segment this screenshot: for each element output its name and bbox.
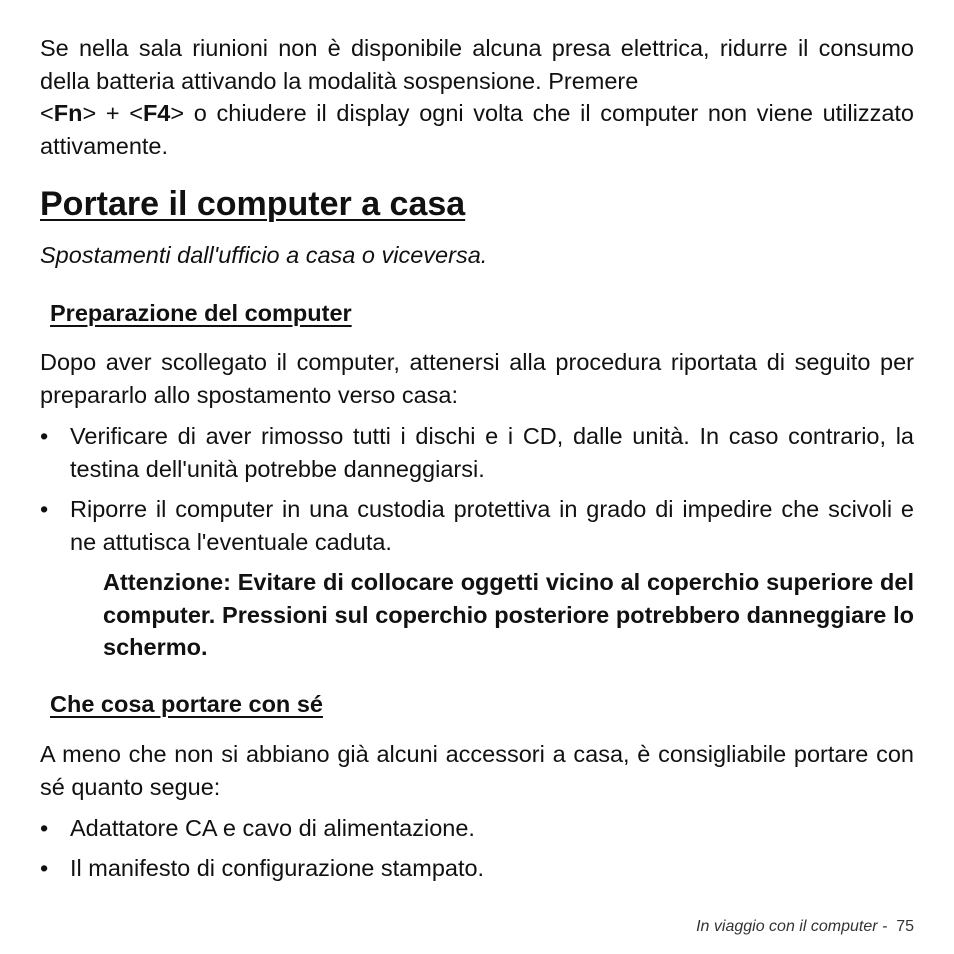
list-item-text: Riporre il computer in una custodia protettiva in grado di impedire che scivoli e ne attutisca l'eventuale caduta.: [70, 496, 914, 555]
list-item-text: Adattatore CA e cavo di alimentazione.: [70, 815, 475, 841]
bullet-marker: •: [40, 496, 49, 522]
section-subtitle: Spostamenti dall'ufficio a casa o viceversa.: [40, 242, 488, 268]
list-item-text: Verificare di aver rimosso tutti i dischi e i CD, dalle unità. In caso contrario, la testina dell'unità potrebbe danneggiarsi.: [70, 423, 914, 482]
intro-text: Se nella sala riunioni non è disponibile alcuna presa elettrica, ridurre il consumo della batteria attivando la modalità sospensione. Premere: [40, 35, 914, 94]
bring-list: [40, 812, 914, 891]
preparation-paragraph: Dopo aver scollegato il computer, attenersi alla procedura riportata di seguito per prepararlo allo spostamento verso casa:: [40, 349, 914, 408]
list-item: [40, 852, 914, 885]
intro-paragraph: [40, 32, 914, 162]
footer-title: In viaggio con il computer -: [696, 918, 888, 935]
list-item: [40, 420, 914, 485]
section-title: Portare il computer a casa: [40, 185, 466, 223]
list-item: [40, 493, 914, 558]
list-item-text: Il manifesto di configurazione stampato.: [70, 854, 485, 881]
heading-preparation: Preparazione del computer: [50, 300, 352, 326]
intro-lt: <: [40, 100, 54, 126]
intro-rest: > o chiudere il display ogni volta che il computer non viene utilizzato attivamente.: [40, 100, 914, 159]
list-item: [40, 812, 914, 845]
key-f4: F4: [142, 100, 171, 126]
bullet-marker: •: [40, 423, 49, 449]
heading-what-to-bring: Che cosa portare con sé: [50, 691, 323, 717]
bullet-marker: •: [40, 815, 49, 841]
page-number: 75: [896, 918, 914, 935]
intro-plus: > + <: [82, 100, 143, 126]
bring-paragraph: A meno che non si abbiano già alcuni accessori a casa, è consigliabile portare con sé quanto segue:: [40, 741, 914, 800]
warning-note: Attenzione: Evitare di collocare oggetti vicino al coperchio superiore del computer. Pressioni sul coperchio posteriore potrebbero danneggiare lo schermo.: [103, 569, 914, 660]
preparation-list: [40, 420, 914, 566]
page-footer: [696, 917, 914, 937]
key-fn: Fn: [53, 100, 83, 126]
bullet-marker: •: [40, 854, 49, 881]
